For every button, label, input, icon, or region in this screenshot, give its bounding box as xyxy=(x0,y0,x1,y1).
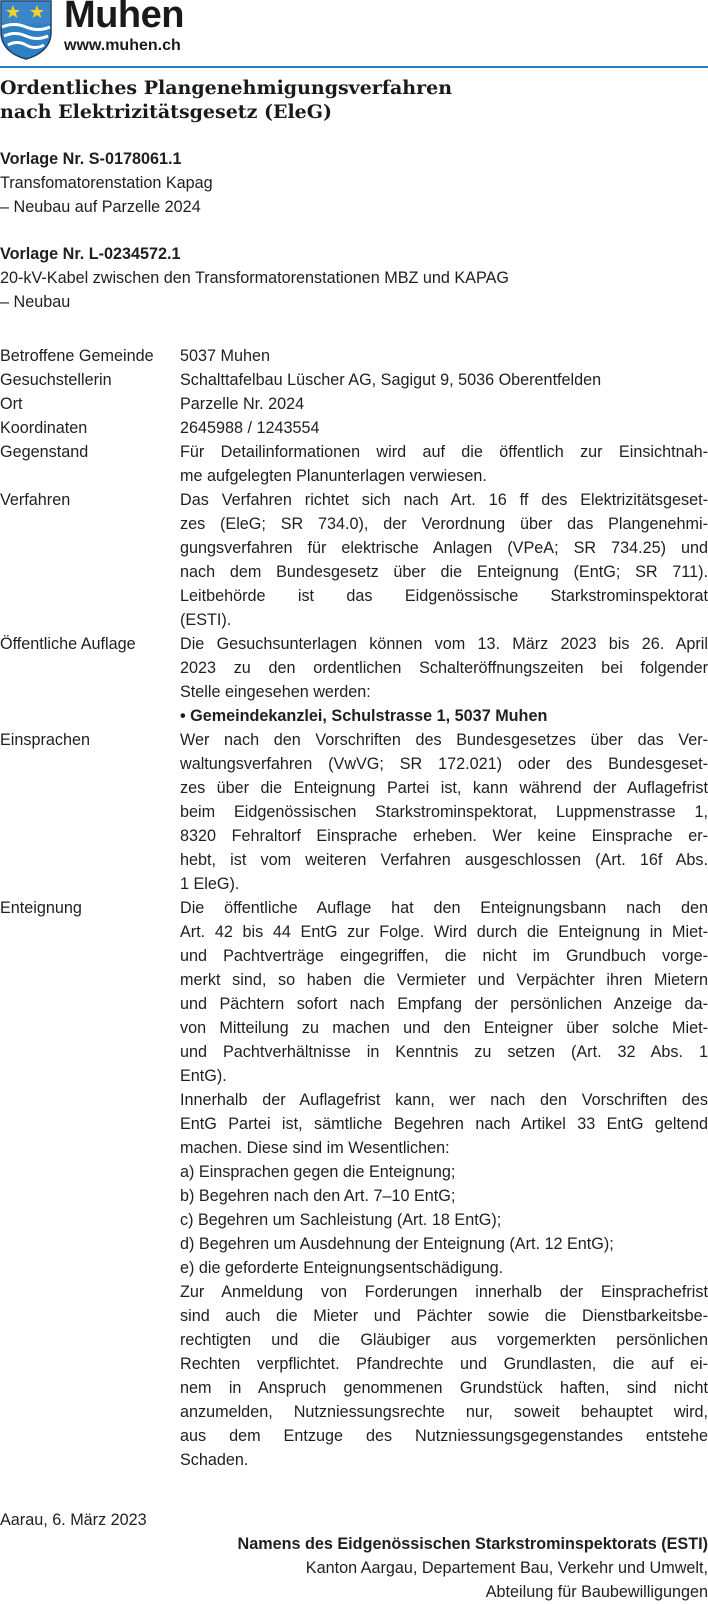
vorlage-1 xyxy=(0,147,213,219)
notice-title xyxy=(0,76,708,124)
vorlage-number: Vorlage Nr. L-0234572.1 xyxy=(0,245,181,263)
text-line: und Pachtverhältnisse in Kenntnis zu setzen (Art. 32 Abs. 1 xyxy=(180,1043,708,1061)
detail-row-gemeinde xyxy=(0,344,708,368)
text-line: anzumelden, Nutzniessungsrechte nur, soweit behauptet wird, xyxy=(180,1403,708,1421)
detail-value xyxy=(180,896,708,1472)
list-item: d) Begehren um Ausdehnung der Enteignung (Art. 12 EntG); xyxy=(180,1235,614,1253)
detail-row-gegenstand xyxy=(0,440,708,488)
vorlage-description: Transfomatorenstation Kapag xyxy=(0,174,213,192)
list-item: a) Einsprachen gegen die Enteignung; xyxy=(180,1163,456,1181)
detail-value: Parzelle Nr. 2024 xyxy=(180,395,305,413)
detail-label: Enteignung xyxy=(0,899,82,917)
detail-label: Gegenstand xyxy=(0,443,89,461)
detail-row-koordinaten xyxy=(0,416,708,440)
detail-row-gesuchstellerin xyxy=(0,368,708,392)
detail-label: Einsprachen xyxy=(0,731,90,749)
text-line: Zur Anmeldung von Forderungen innerhalb der Einsprachefrist xyxy=(180,1283,708,1301)
vorlage-2 xyxy=(0,242,509,314)
text-line: 8320 Fehraltorf Einsprache erheben. Wer keine Einsprache er- xyxy=(180,827,708,845)
text-line: aus dem Entzuge des Nutzniessungsgegenstandes entstehe xyxy=(180,1427,708,1445)
text-line: hebt, ist vom weiteren Verfahren ausgeschlossen (Art. 16f Abs. xyxy=(180,851,708,869)
municipality-website-link[interactable]: www.muhen.ch xyxy=(64,37,181,54)
detail-value xyxy=(180,632,708,728)
detail-label: Betroffene Gemeinde xyxy=(0,347,154,365)
muhen-coat-of-arms-icon xyxy=(0,0,52,60)
text-line: Wer nach den Vorschriften des Bundesgesetzes über das Ver- xyxy=(180,731,708,749)
text-line: Die Gesuchsunterlagen können vom 13. März 2023 bis 26. April xyxy=(180,635,708,653)
text-line: Rechten verpflichtet. Pfandrechte und Grundlasten, die auf ei- xyxy=(180,1355,708,1373)
text-line: (ESTI). xyxy=(180,611,232,629)
text-line: und Pächtern sofort nach Empfang der persönlichen Anzeige da- xyxy=(180,995,708,1013)
vorlage-number: Vorlage Nr. S-0178061.1 xyxy=(0,150,182,168)
detail-value xyxy=(180,728,708,896)
detail-label: Verfahren xyxy=(0,491,71,509)
details-table xyxy=(0,344,708,1472)
detail-label: Öffentliche Auflage xyxy=(0,635,136,653)
text-line: Die öffentliche Auflage hat den Enteignungsbann nach den xyxy=(180,899,708,917)
title-line: nach Elektrizitätsgesetz (EleG) xyxy=(0,101,332,123)
text-line: rechtigten und die Gläubiger aus vorgemerkten persönlichen xyxy=(180,1331,708,1349)
text-line: Leitbehörde ist das Eidgenössische Starkstrominspektorat xyxy=(180,587,708,605)
header-divider xyxy=(0,66,708,68)
text-line: waltungsverfahren (VwVG; SR 172.021) oder des Bundesgeset- xyxy=(180,755,708,773)
detail-label: Gesuchstellerin xyxy=(0,371,112,389)
detail-row-einsprachen xyxy=(0,728,708,896)
text-line: gungsverfahren für elektrische Anlagen (VPeA; SR 734.25) und xyxy=(180,539,708,557)
text-line: zes (EleG; SR 734.0), der Verordnung über das Plangenehmi- xyxy=(180,515,708,533)
detail-row-verfahren xyxy=(0,488,708,632)
text-line: von Mitteilung zu machen und den Enteigner über solche Miet- xyxy=(180,1019,708,1037)
detail-label: Ort xyxy=(0,395,23,413)
text-line: merkt sind, so haben die Vermieter und Verpächter ihren Mietern xyxy=(180,971,708,989)
signature-authority: Namens des Eidgenössischen Starkstrominspektorats (ESTI) xyxy=(237,1535,708,1553)
text-line: Art. 42 bis 44 EntG zur Folge. Wird durch die Enteignung in Miet- xyxy=(180,923,708,941)
text-line: nem in Anspruch genommenen Grundstück haften, sind nicht xyxy=(180,1379,708,1397)
masthead xyxy=(0,0,708,68)
list-item: c) Begehren um Sachleistung (Art. 18 EntG); xyxy=(180,1211,502,1229)
detail-value xyxy=(180,440,708,488)
text-line: beim Eidgenössischen Starkstrominspektorat, Luppmenstrasse 1, xyxy=(180,803,708,821)
detail-value: Schalttafelbau Lüscher AG, Sagigut 9, 5036 Oberentfelden xyxy=(180,371,602,389)
text-line: sind auch die Mieter und Pächter sowie die Dienstbarkeitsbe- xyxy=(180,1307,708,1325)
signature-block xyxy=(238,1532,708,1604)
detail-row-enteignung xyxy=(0,896,708,1472)
vorlage-description: 20-kV-Kabel zwischen den Transformatorenstationen MBZ und KAPAG xyxy=(0,269,509,287)
text-line: Innerhalb der Auflagefrist kann, wer nach den Vorschriften des xyxy=(180,1091,708,1109)
text-line: machen. Diese sind im Wesentlichen: xyxy=(180,1139,450,1157)
auflage-location: • Gemeindekanzlei, Schulstrasse 1, 5037 Muhen xyxy=(180,707,548,725)
text-line: 2023 zu den ordentlichen Schalteröffnungszeiten bei folgender xyxy=(180,659,708,677)
text-line: 1 EleG). xyxy=(180,875,240,893)
text-line: Stelle eingesehen werden: xyxy=(180,683,371,701)
detail-value xyxy=(180,488,708,632)
text-line: zes über die Enteignung Partei ist, kann während der Auflagefrist xyxy=(180,779,708,797)
text-line: und Pachtverträge eingegriffen, die nicht im Grundbuch vorge- xyxy=(180,947,708,965)
signature-division: Abteilung für Baubewilligungen xyxy=(485,1583,708,1601)
list-item: e) die geforderte Enteignungsentschädigung. xyxy=(180,1259,504,1277)
detail-value: 5037 Muhen xyxy=(180,347,271,365)
text-line: Das Verfahren richtet sich nach Art. 16 ff des Elektrizitätsgeset- xyxy=(180,491,708,509)
municipality-name: Muhen xyxy=(64,0,184,36)
text-line: me aufgelegten Planunterlagen verwiesen. xyxy=(180,467,487,485)
list-item: b) Begehren nach den Art. 7–10 EntG; xyxy=(180,1187,456,1205)
text-line: EntG Partei ist, sämtliche Begehren nach Artikel 33 EntG geltend xyxy=(180,1115,708,1133)
vorlage-description: – Neubau xyxy=(0,293,71,311)
detail-row-ort xyxy=(0,392,708,416)
place-and-date: Aarau, 6. März 2023 xyxy=(0,1511,147,1529)
text-line: Für Detailinformationen wird auf die öffentlich zur Einsichtnah- xyxy=(180,443,708,461)
detail-label: Koordinaten xyxy=(0,419,88,437)
detail-row-auflage xyxy=(0,632,708,728)
signature-department: Kanton Aargau, Departement Bau, Verkehr und Umwelt, xyxy=(305,1559,708,1577)
text-line: EntG). xyxy=(180,1067,227,1085)
text-line: Schaden. xyxy=(180,1451,249,1469)
vorlage-description: – Neubau auf Parzelle 2024 xyxy=(0,198,201,216)
detail-value: 2645988 / 1243554 xyxy=(180,419,320,437)
title-line: Ordentliches Plangenehmigungsverfahren xyxy=(0,77,453,99)
text-line: nach dem Bundesgesetz über die Enteignung (EntG; SR 711). xyxy=(180,563,708,581)
